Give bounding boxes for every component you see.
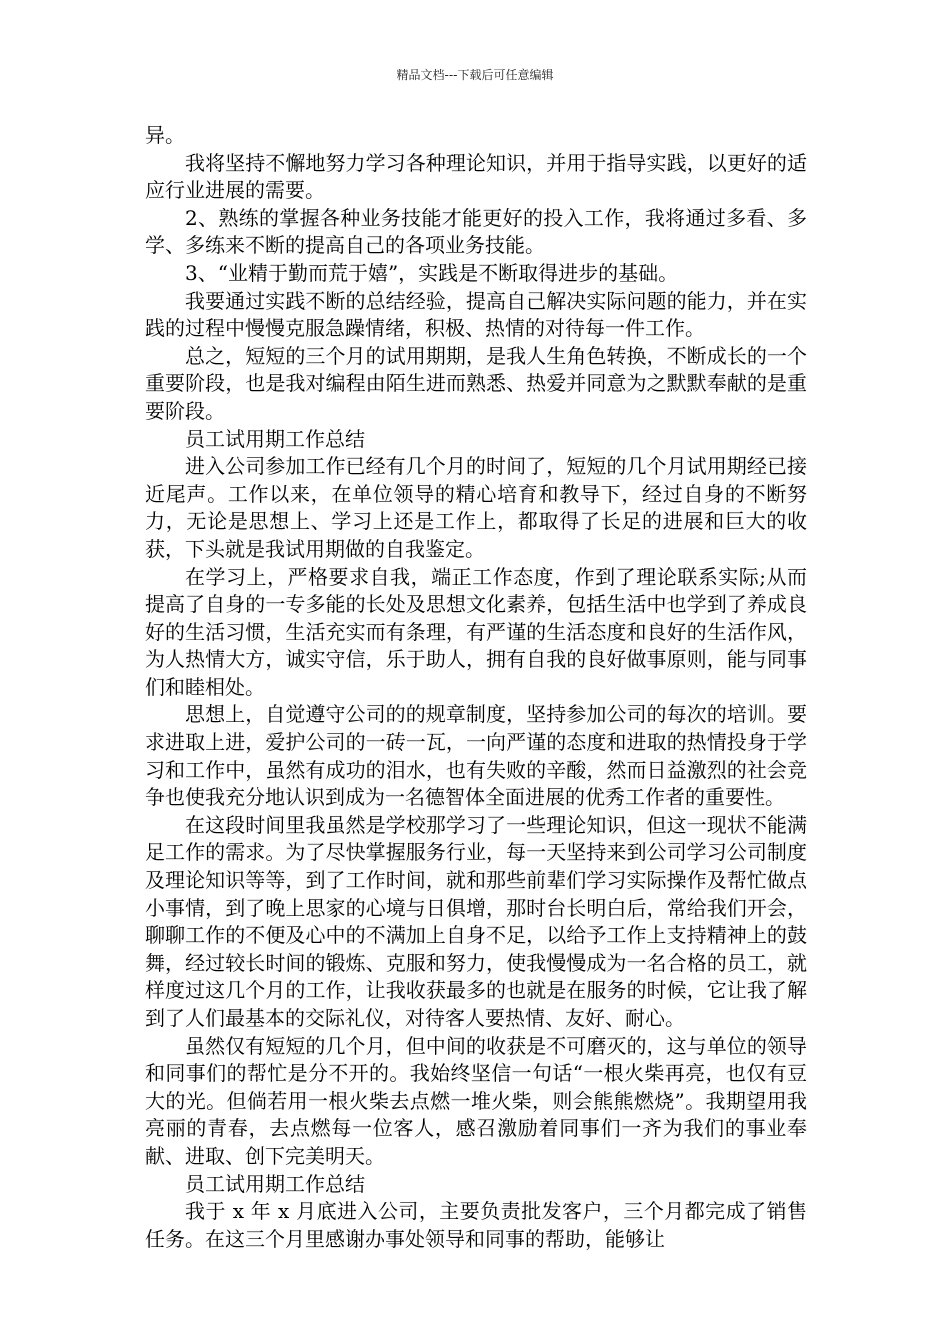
paragraph: 2、熟练的掌握各种业务技能才能更好的投入工作，我将通过多看、多学、多练来不断的提高自己的各项业务技能。	[145, 205, 807, 258]
paragraph: 我于 x 年 x 月底进入公司，主要负责批发客户，三个月都完成了销售任务。在这三个月里感谢办事处领导和同事的帮助，能够让	[145, 1199, 807, 1251]
paragraph: 在这段时间里我虽然是学校那学习了一些理论知识，但这一现状不能满足工作的需求。为了尽快掌握服务行业，每一天坚持来到公司学习公司制度及理论知识等等，到了工作时间，就和那些前辈们学习实际操作及帮忙做点小事情，到了晚上思家的心境与日俱增，那时台长明白后，常给我们开会，聊聊工作的不便及心中的不满加上自身不足，以给予工作上支持精神上的鼓舞，经过较长时间的锻炼、克服和努力，使我慢慢成为一名合格的员工，就样度过这几个月的工作，让我收获最多的也就是在服务的时候，它让我了解到了人们最基本的交际礼仪，对待客人要热情、友好、耐心。	[145, 812, 807, 1030]
section-heading: 员工试用期工作总结	[185, 426, 365, 451]
paragraph: 虽然仅有短短的几个月，但中间的收获是不可磨灭的，这与单位的领导和同事们的帮忙是分不开的。我始终坚信一句话“一根火柴再亮，也仅有豆大的光。但倘若用一根火柴去点燃一堆火柴，则会熊熊燃烧”。我期望用我亮丽的青春，去点燃每一位客人，感召激励着同事们一齐为我们的事业奉献、进取、创下完美明天。	[145, 1033, 807, 1168]
paragraph: 3、“业精于勤而荒于嬉”，实践是不断取得进步的基础。	[185, 260, 679, 285]
paragraph: 进入公司参加工作已经有几个月的时间了，短短的几个月试用期经已接近尾声。工作以来，在单位领导的精心培育和教导下，经过自身的不断努力，无论是思想上、学习上还是工作上，都取得了长足的进展和巨大的收获，下头就是我试用期做的自我鉴定。	[145, 454, 807, 561]
paragraph: 在学习上，严格要求自我，端正工作态度，作到了理论联系实际;从而提高了自身的一专多能的长处及思想文化素养，包括生活中也学到了养成良好的生活习惯，生活充实而有条理，有严谨的生活态度和良好的生活作风，为人热情大方，诚实守信，乐于助人，拥有自我的良好做事原则，能与同事们和睦相处。	[145, 564, 807, 699]
section-heading: 员工试用期工作总结	[185, 1171, 365, 1196]
paragraph: 我要通过实践不断的总结经验，提高自己解决实际问题的能力，并在实践的过程中慢慢克服急躁情绪，积极、热情的对待每一件工作。	[145, 288, 807, 341]
document-body	[145, 122, 807, 1253]
paragraph: 异。	[145, 123, 185, 147]
page-header: 精品文档---下载后可任意编辑	[396, 68, 554, 82]
paragraph: 我将坚持不懈地努力学习各种理论知识，并用于指导实践，以更好的适应行业进展的需要。	[145, 150, 807, 203]
paragraph: 总之，短短的三个月的试用期期，是我人生角色转换，不断成长的一个重要阶段，也是我对编程由陌生进而熟悉、热爱并同意为之默默奉献的是重要阶段。	[145, 343, 807, 423]
paragraph: 思想上，自觉遵守公司的的规章制度，坚持参加公司的每次的培训。要求进取上进，爱护公司的一砖一瓦，一向严谨的态度和进取的热情投身于学习和工作中，虽然有成功的泪水，也有失败的辛酸，然而日益激烈的社会竞争也使我充分地认识到成为一名德智体全面进展的优秀工作者的重要性。	[145, 702, 807, 810]
